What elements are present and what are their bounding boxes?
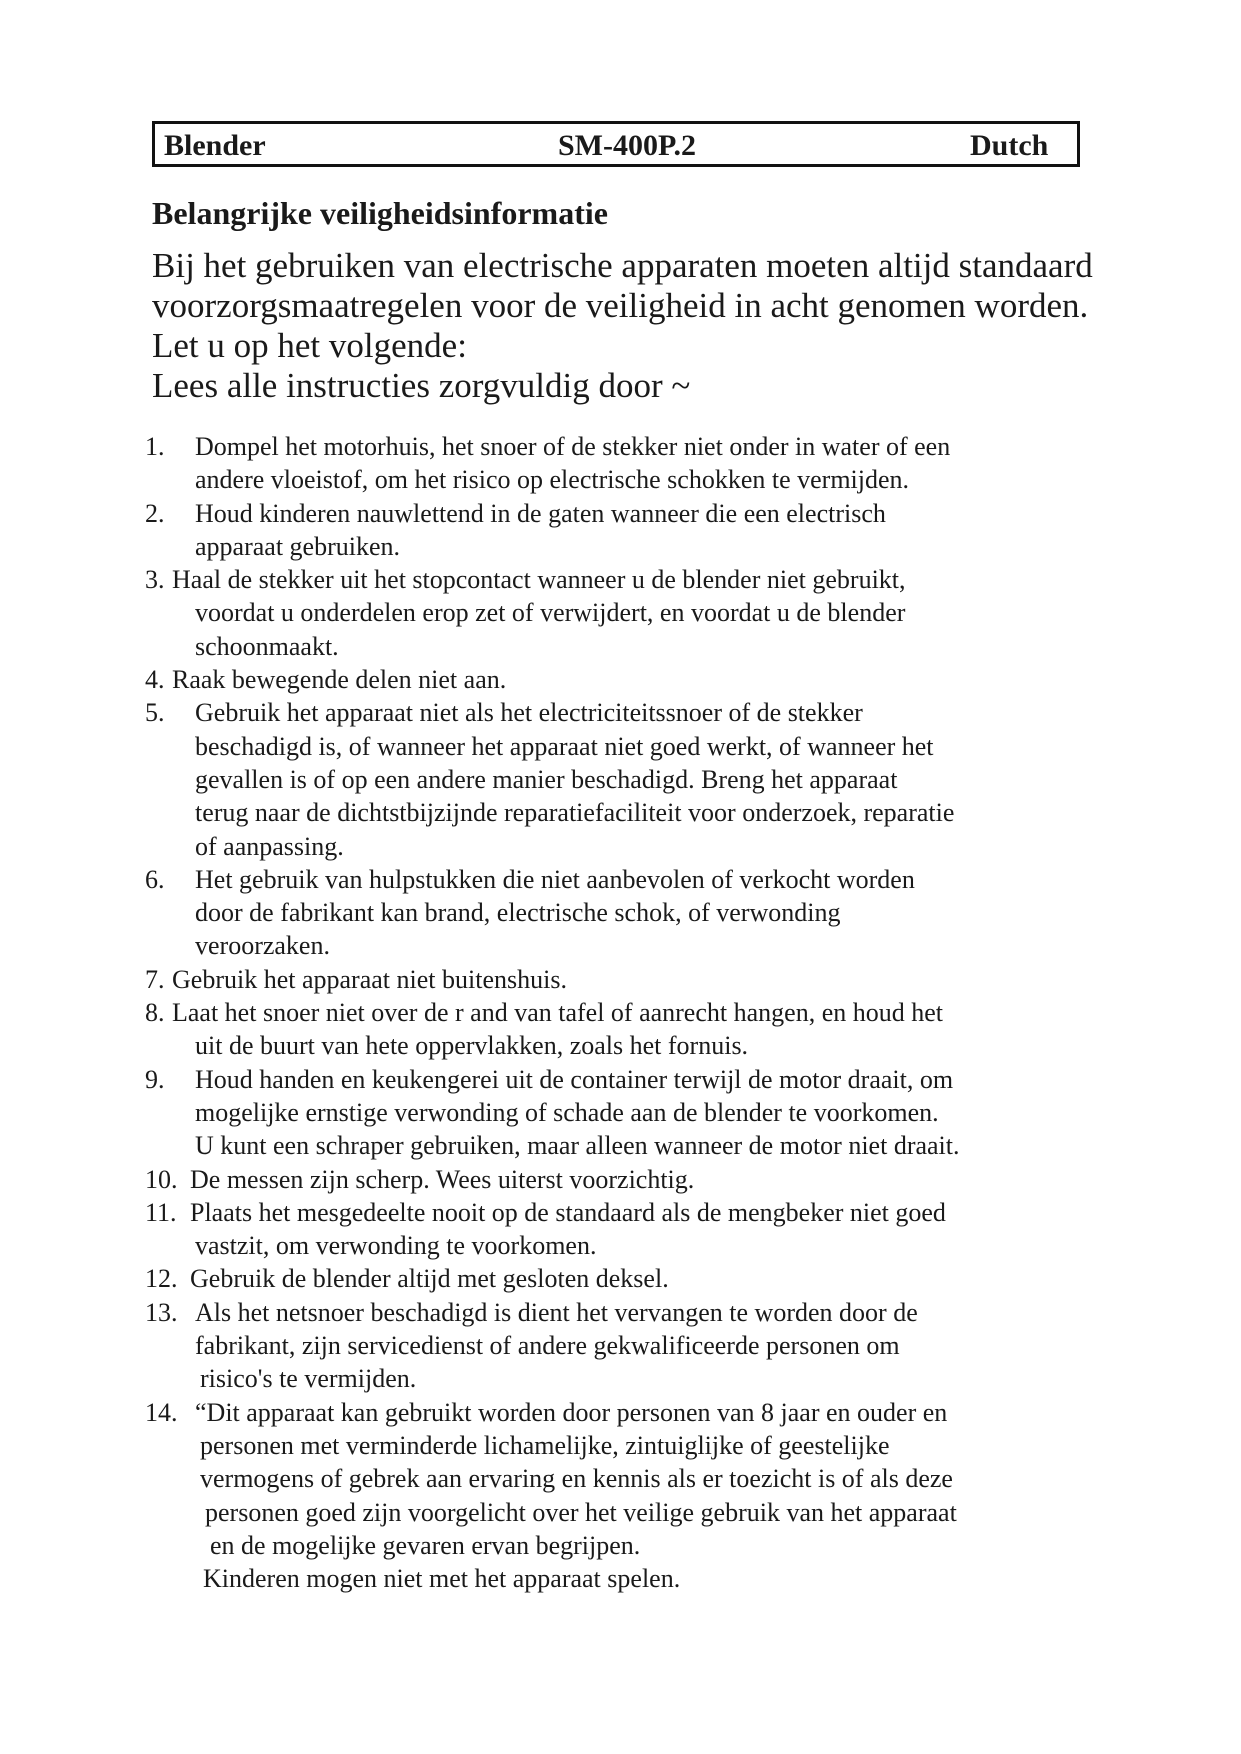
item-line: vermogens of gebrek aan ervaring en kennis als er toezicht is of als deze — [200, 1464, 953, 1494]
item-line: en de mogelijke gevaren ervan begrijpen. — [210, 1530, 641, 1560]
item-line: Dompel het motorhuis, het snoer of de stekker niet onder in water of een — [195, 432, 951, 461]
item-line: Raak bewegende delen niet aan. — [172, 665, 507, 695]
item-line: Laat het snoer niet over de r and van tafel of aanrecht hangen, en houd het — [172, 998, 943, 1028]
item-line: “Dit apparaat kan gebruikt worden door personen van 8 jaar en ouder en — [195, 1397, 948, 1427]
intro-line: Bij het gebruiken van electrische apparaten moeten altijd standaard — [152, 246, 1093, 285]
product-name: Blender — [164, 129, 266, 162]
list-item — [145, 1296, 1105, 1396]
item-line: Als het netsnoer beschadigd is dient het vervangen te worden door de — [195, 1297, 918, 1327]
list-item — [145, 863, 1105, 963]
document-header — [152, 121, 1080, 167]
item-number: 5. — [145, 698, 165, 728]
item-line: of aanpassing. — [195, 831, 344, 861]
intro-line: voorzorgsmaatregelen voor de veiligheid in acht genomen worden. — [152, 286, 1089, 325]
item-number: 12. — [145, 1264, 178, 1294]
item-line: Kinderen mogen niet met het apparaat spelen. — [203, 1564, 681, 1594]
item-line: vastzit, om verwonding te voorkomen. — [195, 1231, 597, 1261]
item-line: Haal de stekker uit het stopcontact wanneer u de blender niet gebruikt, — [172, 565, 906, 595]
item-line: andere vloeistof, om het risico op electrische schokken te vermijden. — [195, 465, 910, 495]
list-item — [145, 663, 1105, 696]
item-number: 11. — [145, 1197, 177, 1227]
item-line: Gebruik het apparaat niet als het electriciteitssnoer of de stekker — [195, 698, 863, 728]
item-number: 6. — [145, 864, 165, 894]
item-line: voordat u onderdelen erop zet of verwijdert, en voordat u de blender — [195, 598, 906, 628]
item-line: mogelijke ernstige verwonding of schade aan de blender te voorkomen. — [195, 1097, 939, 1127]
language-label: Dutch — [970, 129, 1049, 162]
list-item — [145, 1196, 1105, 1263]
list-item — [145, 996, 1105, 1063]
model-number: SM-400P.2 — [558, 129, 697, 162]
list-item — [145, 1163, 1105, 1196]
item-number: 4. — [145, 665, 165, 695]
item-line: Plaats het mesgedeelte nooit op de standaard als de mengbeker niet goed — [190, 1197, 946, 1227]
item-line: Gebruik het apparaat niet buitenshuis. — [172, 964, 567, 994]
item-number: 10. — [145, 1164, 178, 1194]
item-line: schoonmaakt. — [195, 631, 339, 661]
list-item — [145, 1262, 1105, 1295]
intro-line: Lees alle instructies zorgvuldig door ~ — [152, 366, 691, 405]
item-number: 9. — [145, 1064, 165, 1094]
list-item — [145, 1396, 1105, 1596]
intro-line: Let u op het volgende: — [152, 326, 467, 365]
item-line: personen met verminderde lichamelijke, zintuiglijke of geestelijke — [200, 1430, 890, 1460]
item-line: apparaat gebruiken. — [195, 531, 401, 561]
item-line: U kunt een schraper gebruiken, maar alleen wanneer de motor niet draait. — [195, 1131, 960, 1161]
list-item — [145, 430, 1105, 497]
item-number: 7. — [145, 964, 165, 994]
item-line: De messen zijn scherp. Wees uiterst voorzichtig. — [190, 1164, 695, 1194]
item-number: 3. — [145, 565, 165, 595]
intro-text — [152, 246, 1152, 406]
list-item — [145, 963, 1105, 996]
item-line: Houd kinderen nauwlettend in de gaten wanneer die een electrisch — [195, 498, 886, 528]
item-line: Het gebruik van hulpstukken die niet aanbevolen of verkocht worden — [195, 864, 915, 894]
item-line: uit de buurt van hete oppervlakken, zoals het fornuis. — [195, 1031, 749, 1061]
item-number: 14. — [145, 1397, 178, 1427]
item-line: personen goed zijn voorgelicht over het veilige gebruik van het apparaat — [205, 1497, 957, 1527]
list-item — [145, 1063, 1105, 1163]
item-line: veroorzaken. — [195, 931, 330, 961]
item-line: gevallen is of op een andere manier beschadigd. Breng het apparaat — [195, 764, 898, 794]
safety-instructions-list — [145, 430, 1105, 1595]
item-line: risico's te vermijden. — [200, 1364, 417, 1394]
item-line: door de fabrikant kan brand, electrische schok, of verwonding — [195, 898, 841, 928]
item-line: Houd handen en keukengerei uit de container terwijl de motor draait, om — [195, 1064, 954, 1094]
item-number: 8. — [145, 998, 165, 1028]
item-number: 13. — [145, 1297, 178, 1327]
item-line: Gebruik de blender altijd met gesloten deksel. — [190, 1264, 669, 1294]
list-item — [145, 563, 1105, 663]
item-number: 2. — [145, 498, 165, 528]
item-line: fabrikant, zijn servicedienst of andere gekwalificeerde personen om — [195, 1331, 900, 1361]
section-title: Belangrijke veiligheidsinformatie — [152, 195, 608, 231]
list-item — [145, 497, 1105, 564]
item-line: beschadigd is, of wanneer het apparaat niet goed werkt, of wanneer het — [195, 731, 934, 761]
item-number: 1. — [145, 432, 165, 461]
item-line: terug naar de dichtstbijzijnde reparatiefaciliteit voor onderzoek, reparatie — [195, 798, 955, 828]
list-item — [145, 696, 1105, 862]
